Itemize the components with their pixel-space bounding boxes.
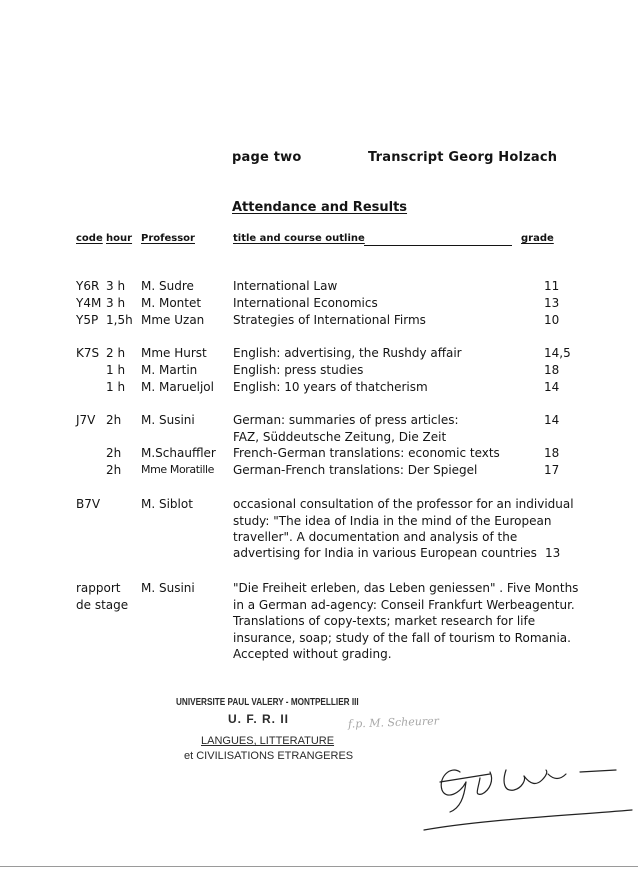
page-label: page two — [232, 150, 302, 165]
document-title: Transcript Georg Holzach — [368, 150, 558, 165]
course-grade: 17 — [544, 463, 560, 477]
course-description-line: in a German ad-agency: Conseil Frankfurt Werbeagentur. — [233, 598, 575, 612]
stamp-university-line: UNIVERSITE PAUL VALERY - MONTPELLIER III — [176, 697, 359, 708]
course-grade: 11 — [544, 279, 560, 293]
course-professor: Mme Uzan — [141, 313, 205, 327]
course-grade: 14 — [544, 413, 560, 427]
course-title: Strategies of International Firms — [233, 313, 426, 327]
table-row — [0, 631, 638, 648]
course-hour: 1,5h — [106, 313, 133, 327]
course-title: International Law — [233, 279, 338, 293]
table-row — [0, 279, 638, 296]
table-row — [0, 296, 638, 313]
column-title: title and course outline — [233, 233, 365, 244]
course-description-line: insurance, soap; study of the fall of tourism to Romania. — [233, 631, 571, 645]
course-description-line: study: "The idea of India in the mind of the European — [233, 514, 552, 528]
course-title: English: 10 years of thatcherism — [233, 380, 428, 394]
table-row — [0, 446, 638, 463]
course-title: English: press studies — [233, 363, 364, 377]
table-row — [0, 581, 638, 598]
table-row — [0, 413, 638, 430]
column-title-underline — [364, 245, 512, 246]
course-code: Y4M — [76, 296, 102, 310]
course-professor: M.Schauffler — [141, 446, 216, 460]
table-row — [0, 514, 638, 531]
table-row — [0, 598, 638, 615]
course-grade: 14,5 — [544, 346, 571, 360]
course-code: rapport — [76, 581, 121, 595]
table-row — [0, 363, 638, 380]
course-hour: 1 h — [106, 363, 126, 377]
course-professor: M. Sudre — [141, 279, 194, 293]
column-hour: hour — [106, 233, 133, 244]
course-professor: M. Susini — [141, 581, 195, 595]
course-professor: M. Susini — [141, 413, 195, 427]
column-professor: Professor — [141, 233, 195, 244]
course-hour: 2h — [106, 413, 122, 427]
course-code: K7S — [76, 346, 100, 360]
course-hour: 3 h — [106, 279, 126, 293]
course-description-line: "Die Freiheit erleben, das Leben geniessen" . Five Months — [233, 581, 579, 595]
course-professor: Mme Hurst — [141, 346, 207, 360]
course-professor: M. Siblot — [141, 497, 193, 511]
table-row — [0, 614, 638, 631]
course-code: J7V — [76, 413, 96, 427]
course-description-line: Translations of copy-texts; market research for life — [233, 614, 536, 628]
course-grade: 10 — [544, 313, 560, 327]
course-code: Y5P — [76, 313, 99, 327]
course-title: German-French translations: Der Spiegel — [233, 463, 478, 477]
course-grade: 13 — [544, 296, 560, 310]
course-description-line: occasional consultation of the professor for an individual — [233, 497, 574, 511]
course-description-line: advertising for India in various European countries — [233, 546, 537, 560]
course-professor: M. Martin — [141, 363, 198, 377]
course-professor: M. Montet — [141, 296, 202, 310]
scan-edge — [0, 866, 638, 867]
stamp-langues-line: LANGUES, LITTERATURE — [201, 735, 335, 747]
course-hour: 2h — [106, 446, 122, 460]
table-row — [0, 546, 638, 563]
course-title: French-German translations: economic texts — [233, 446, 500, 460]
course-professor: Mme Moratille — [141, 463, 215, 476]
column-grade: grade — [521, 233, 554, 244]
column-code: code — [76, 233, 103, 244]
course-title: FAZ, Süddeutsche Zeitung, Die Zeit — [233, 430, 447, 444]
signature-icon — [420, 750, 638, 840]
course-code: de stage — [76, 598, 129, 612]
course-title: International Economics — [233, 296, 378, 310]
table-row — [0, 380, 638, 397]
course-hour: 3 h — [106, 296, 126, 310]
section-title: Attendance and Results — [232, 200, 408, 215]
table-row — [0, 530, 638, 547]
table-row — [0, 313, 638, 330]
course-hour: 1 h — [106, 380, 126, 394]
stamp-ufr-line: U. F. R. II — [228, 712, 290, 726]
handwritten-note: f.p. M. Scheurer — [347, 714, 440, 731]
course-title: German: summaries of press articles: — [233, 413, 459, 427]
course-description-line: traveller". A documentation and analysis of the — [233, 530, 518, 544]
course-grade: 18 — [544, 363, 560, 377]
table-row — [0, 430, 638, 447]
course-description-line: Accepted without grading. — [233, 647, 392, 661]
course-grade: 18 — [544, 446, 560, 460]
course-grade: 13 — [545, 546, 561, 560]
course-hour: 2h — [106, 463, 122, 477]
course-grade: 14 — [544, 380, 560, 394]
stamp-civilisations-line: et CIVILISATIONS ETRANGERES — [184, 750, 354, 762]
course-professor: M. Marueljol — [141, 380, 214, 394]
course-code: B7V — [76, 497, 101, 511]
course-title: English: advertising, the Rushdy affair — [233, 346, 462, 360]
table-row — [0, 647, 638, 664]
table-row — [0, 346, 638, 363]
table-row — [0, 497, 638, 514]
course-code: Y6R — [76, 279, 100, 293]
course-hour: 2 h — [106, 346, 126, 360]
table-row — [0, 463, 638, 480]
